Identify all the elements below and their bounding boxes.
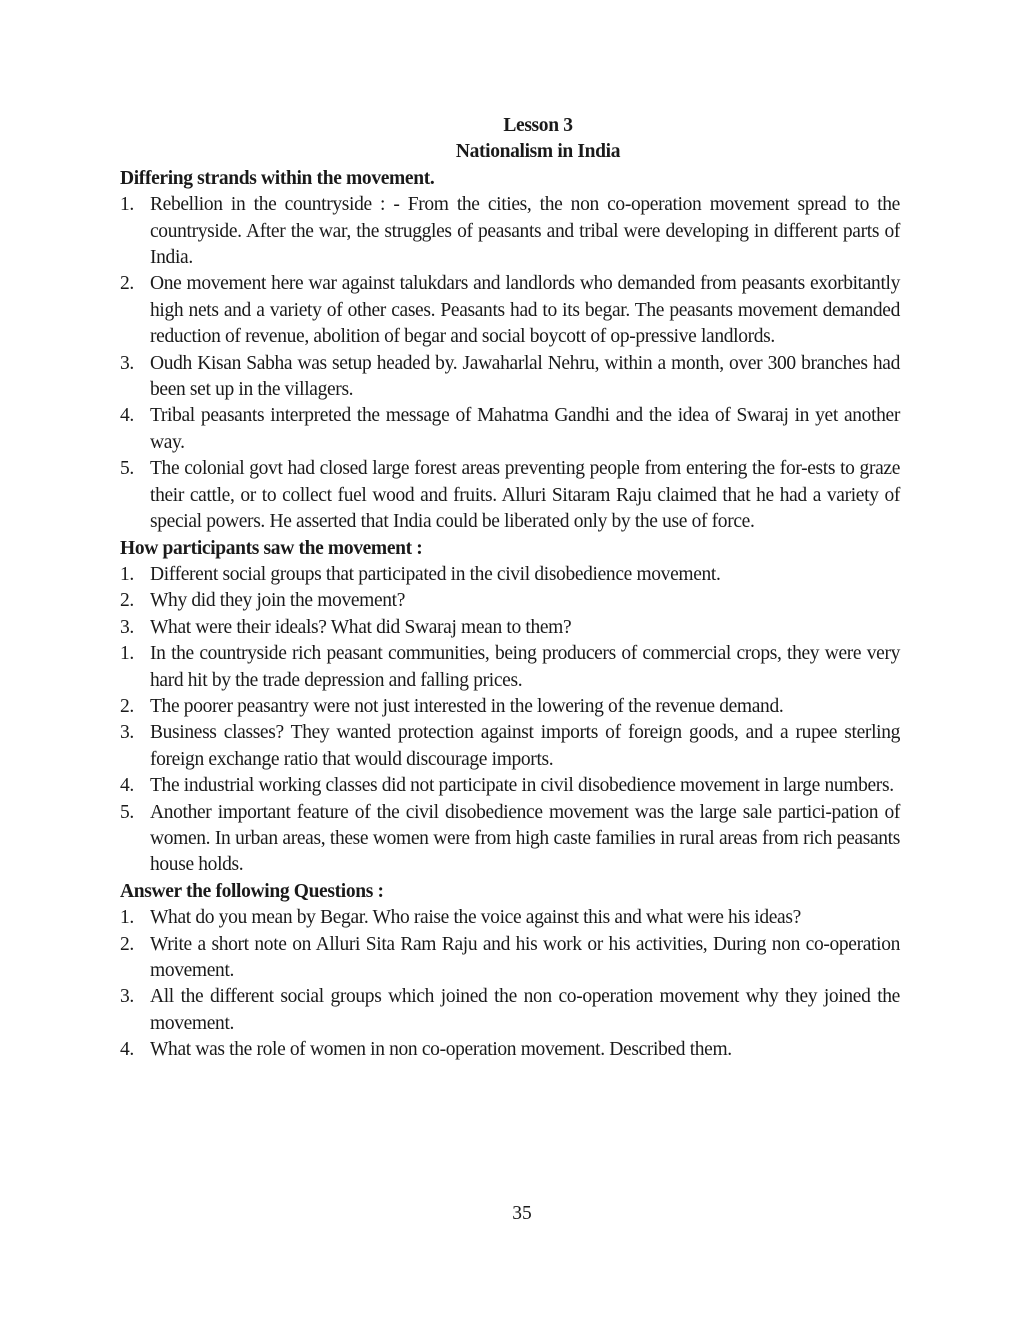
- list-text: One movement here war against talukdars and landlords who demanded from peasants exorbitantly high nets and a variety of other cases. Peasants had to its begar. The peasants movement demanded reduction of revenue, abolition of begar and social boycott of op-pressive landlords.: [150, 273, 900, 348]
- list-item: [120, 615, 900, 641]
- list-number: 1.: [120, 907, 134, 929]
- list-text: Rebellion in the countryside : - From the cities, the non co-operation movement spread to the countryside. After the war, the struggles of peasants and tribal were developing in different parts of India.: [150, 194, 900, 269]
- list-item: [120, 588, 900, 614]
- participants-questions-list: [120, 562, 900, 641]
- list-text: In the countryside rich peasant communities, being producers of commercial crops, they were very hard hit by the trade depression and falling prices.: [150, 643, 900, 691]
- list-number: 4.: [120, 1039, 134, 1061]
- list-text: The industrial working classes did not participate in civil disobedience movement in large numbers.: [150, 775, 894, 797]
- list-number: 2.: [120, 695, 134, 717]
- section-heading-answer-questions: Answer the following Questions :: [120, 880, 384, 902]
- list-item: [120, 456, 900, 535]
- lesson-label: Lesson 3: [503, 115, 573, 136]
- list-item: [120, 694, 900, 720]
- list-number: 3.: [120, 352, 134, 374]
- list-number: 3.: [120, 722, 134, 744]
- list-item: [120, 984, 900, 1037]
- list-number: 3.: [120, 616, 134, 638]
- differing-strands-list: [120, 192, 900, 535]
- list-number: 4.: [120, 775, 134, 797]
- list-item: [120, 1037, 900, 1063]
- list-number: 1.: [120, 194, 134, 216]
- list-text: Write a short note on Alluri Sita Ram Raju and his work or his activities, During non co-operation movement.: [150, 933, 900, 981]
- list-item: [120, 271, 900, 350]
- list-text: Different social groups that participated in the civil disobedience movement.: [150, 563, 721, 585]
- list-number: 2.: [120, 273, 134, 295]
- document-page: [120, 113, 900, 1064]
- list-text: What were their ideals? What did Swaraj mean to them?: [150, 616, 572, 638]
- list-text: Business classes? They wanted protection against imports of foreign goods, and a rupee sterling foreign exchange ratio that would discourage imports.: [150, 722, 900, 770]
- list-text: Tribal peasants interpreted the message of Mahatma Gandhi and the idea of Swaraj in yet another way.: [150, 405, 900, 453]
- list-item: [120, 641, 900, 694]
- lesson-title: Nationalism in India: [455, 141, 621, 163]
- list-number: 5.: [120, 458, 134, 480]
- list-number: 1.: [120, 563, 134, 585]
- list-text: The poorer peasantry were not just interested in the lowering of the revenue demand.: [150, 695, 784, 717]
- participants-answers-list: [120, 641, 900, 879]
- list-item: [120, 403, 900, 456]
- list-item: [120, 773, 900, 799]
- list-item: [120, 562, 900, 588]
- list-text: What was the role of women in non co-operation movement. Described them.: [150, 1039, 732, 1061]
- list-text: Why did they join the movement?: [150, 590, 406, 612]
- list-number: 2.: [120, 590, 134, 612]
- section-heading-differing-strands: Differing strands within the movement.: [120, 167, 435, 189]
- list-number: 5.: [120, 801, 134, 823]
- page-number: 35: [512, 1203, 532, 1224]
- list-number: 3.: [120, 986, 134, 1008]
- list-number: 1.: [120, 643, 134, 665]
- list-text: What do you mean by Begar. Who raise the voice against this and what were his ideas?: [150, 907, 801, 929]
- list-item: [120, 351, 900, 404]
- list-text: Oudh Kisan Sabha was setup headed by. Jawaharlal Nehru, within a month, over 300 branches had been set up in the villagers.: [150, 352, 900, 401]
- list-item: [120, 192, 900, 271]
- list-text: The colonial govt had closed large forest areas preventing people from entering the for-ests to graze their cattle, or to collect fuel wood and fruits. Alluri Sitaram Raju claimed that he had a variety of special powers. He asserted that India could be liberated only by the use of force.: [150, 458, 900, 533]
- list-item: [120, 932, 900, 985]
- list-text: All the different social groups which joined the non co-operation movement why they joined the movement.: [150, 986, 900, 1034]
- answer-questions-list: [120, 905, 900, 1063]
- list-item: [120, 905, 900, 931]
- list-item: [120, 720, 900, 773]
- section-heading-participants: How participants saw the movement :: [120, 537, 423, 559]
- list-number: 2.: [120, 933, 134, 955]
- list-text: Another important feature of the civil disobedience movement was the large sale partici-pation of women. In urban areas, these women were from high caste families in rural areas from rich peasants house holds.: [150, 801, 900, 876]
- list-number: 4.: [120, 405, 134, 427]
- list-item: [120, 800, 900, 879]
